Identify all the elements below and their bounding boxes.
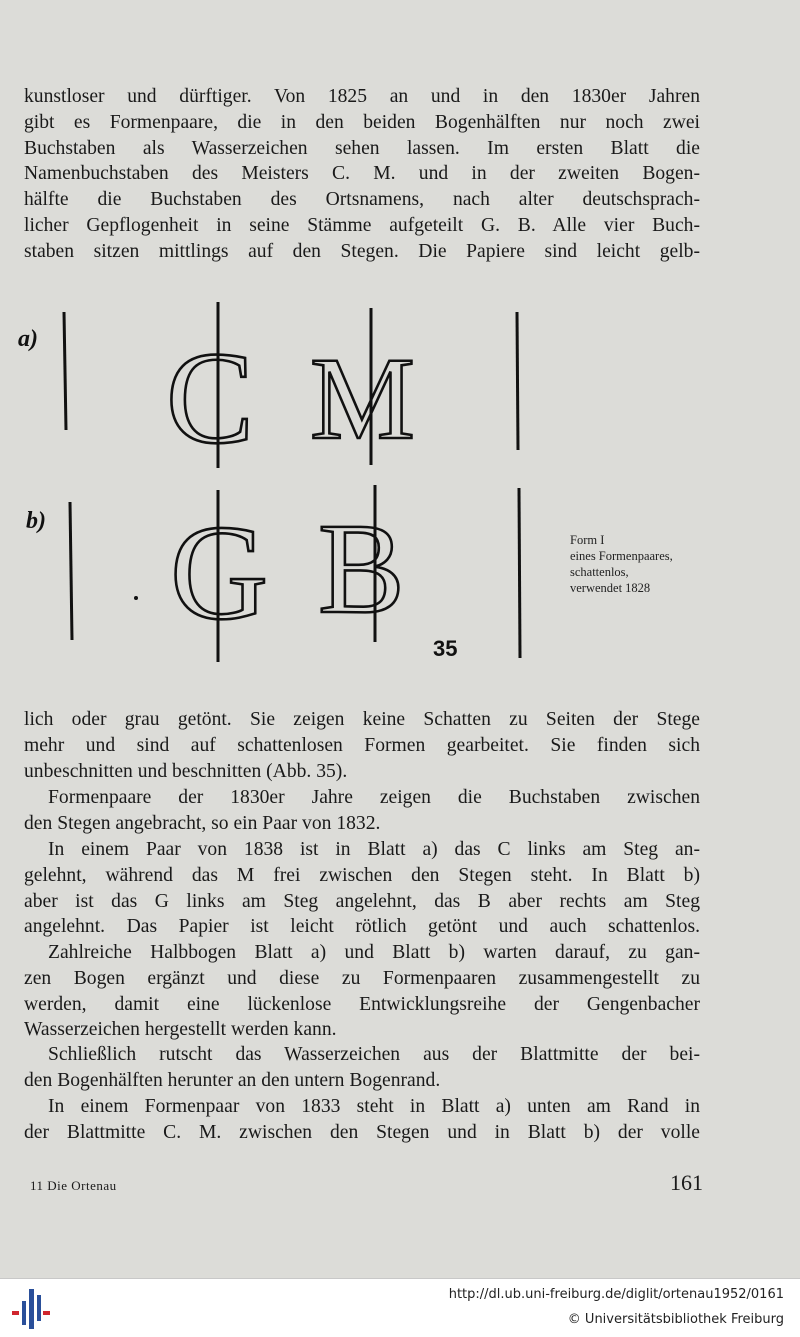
paragraph-6 xyxy=(24,1094,700,1146)
watermark-figure xyxy=(0,290,800,690)
text-line: Namenbuchstaben des Meisters C. M. und in der zweiten Bogen- xyxy=(24,163,700,185)
text-line: zen Bogen ergänzt und diese zu Formenpaaren zusammengestellt zu xyxy=(24,967,700,989)
text-line: In einem Formenpaar von 1833 steht in Blatt a) unten am Rand in xyxy=(48,1096,700,1117)
watermark-letter-b: B xyxy=(318,497,405,641)
text-line: In einem Paar von 1838 ist in Blatt a) das C links am Steg an- xyxy=(48,839,700,860)
library-footer-bar xyxy=(0,1278,800,1337)
watermark-drawing xyxy=(0,290,800,690)
figure-caption xyxy=(570,532,673,596)
paragraph-1 xyxy=(24,707,700,784)
text-line: Formenpaare der 1830er Jahre zeigen die Buchstaben zwischen xyxy=(48,787,700,808)
page-number: 161 xyxy=(670,1170,703,1195)
text-line: Buchstaben als Wasserzeichen sehen lassen. Im ersten Blatt die xyxy=(24,137,700,159)
text-line: lich oder grau getönt. Sie zeigen keine Schatten zu Seiten der Stege xyxy=(24,709,700,730)
watermark-letter-c: C xyxy=(166,324,255,471)
chain-line xyxy=(64,312,66,430)
paragraph-top xyxy=(24,84,700,265)
caption-line: Form I xyxy=(570,533,605,547)
text-line: mehr und sind auf schattenlosen Formen gearbeitet. Sie finden sich xyxy=(24,734,700,756)
text-line: hälfte die Buchstaben des Ortsnamens, nach alter deutschsprach- xyxy=(24,189,700,211)
chain-line xyxy=(70,502,72,640)
chain-line xyxy=(517,312,518,450)
caption-line: schattenlos, xyxy=(570,565,629,579)
text-line: licher Gepflogenheit in seine Stämme aufgeteilt G. B. Alle vier Buch- xyxy=(24,214,700,236)
text-line: den Bogenhälften herunter an den untern Bogenrand. xyxy=(24,1069,441,1091)
text-line: angelehnt. Das Papier ist leicht rötlich getönt und auch schattenlos. xyxy=(24,916,700,938)
figure-label-b: b) xyxy=(26,508,46,534)
text-line: aber ist das G links am Steg angelehnt, das B aber rechts am Steg xyxy=(24,890,700,912)
text-line: Schließlich rutscht das Wasserzeichen aus der Blattmitte der bei- xyxy=(48,1044,700,1065)
ub-freiburg-logo-icon xyxy=(10,1287,52,1331)
paragraph-3 xyxy=(24,837,700,940)
paragraph-5 xyxy=(24,1042,700,1094)
source-url-link[interactable]: http://dl.ub.uni-freiburg.de/diglit/ortenau1952/0161 xyxy=(448,1287,784,1302)
paragraph-2 xyxy=(24,785,700,837)
caption-line: verwendet 1828 xyxy=(570,581,651,595)
figure-label-a: a) xyxy=(18,326,38,352)
watermark-letter-g: G xyxy=(170,498,269,648)
text-line: der Blattmitte C. M. zwischen den Stegen und in Blatt b) der volle xyxy=(24,1121,700,1143)
figure-number: 35 xyxy=(433,636,458,661)
text-line: unbeschnitten und beschnitten (Abb. 35). xyxy=(24,760,348,782)
caption-line: eines Formenpaares, xyxy=(570,549,673,563)
text-line: gibt es Formenpaare, die in den beiden Bogenhälften nur noch zwei xyxy=(24,111,700,133)
watermark-letter-m: M xyxy=(310,333,415,464)
text-line: werden, damit eine lückenlose Entwicklungsreihe der Gengenbacher xyxy=(24,993,700,1015)
text-line: Zahlreiche Halbbogen Blatt a) und Blatt b) warten darauf, zu gan- xyxy=(48,942,700,963)
copyright-text: © Universitätsbibliothek Freiburg xyxy=(567,1312,784,1327)
text-line: Wasserzeichen hergestellt werden kann. xyxy=(24,1019,337,1041)
dot-mark xyxy=(134,596,138,600)
paragraph-4 xyxy=(24,940,700,1043)
signature-mark: 11 Die Ortenau xyxy=(30,1178,117,1193)
text-line: kunstloser und dürftiger. Von 1825 an und in den 1830er Jahren xyxy=(24,86,700,107)
chain-line xyxy=(519,488,520,658)
text-line: staben sitzen mittlings auf den Stegen. Die Papiere sind leicht gelb- xyxy=(24,240,700,262)
text-line: den Stegen angebracht, so ein Paar von 1832. xyxy=(24,812,381,834)
text-line: gelehnt, während das M frei zwischen den Stegen steht. In Blatt b) xyxy=(24,864,700,886)
